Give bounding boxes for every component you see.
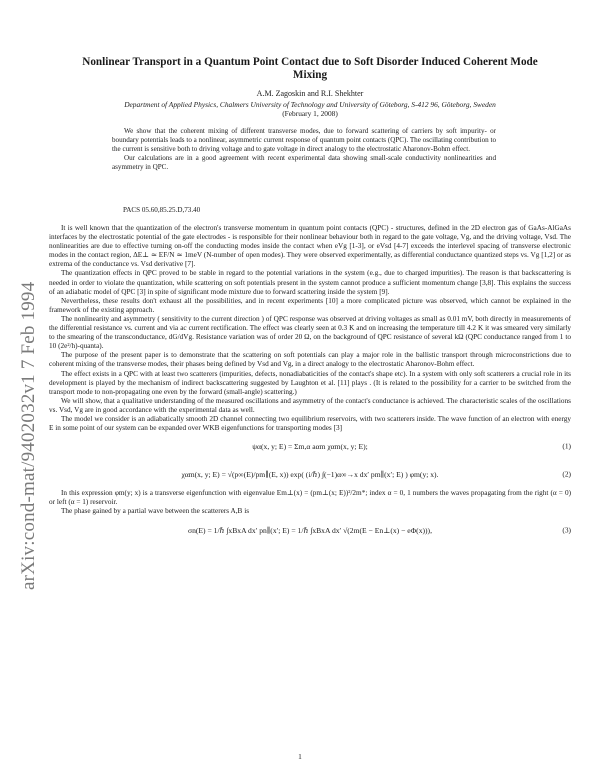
equation-1-number: (1) (562, 441, 571, 451)
equation-3-number: (3) (562, 525, 571, 535)
body-text (49, 224, 571, 544)
body-paragraph: The nonlinearity and asymmetry ( sensitivity to the current direction ) of QPC response was observed at driving voltages as small as 0.01 mV, both directly in measurements of the differential resistance vs. current and via ac current rectification. The effect was clearly seen at 0.3 K and on increasing the temperature till 4.2 K it was smeared very similarly to the smearing of the transconductance, dG/dVg. Resistance variation was of order 20 Ω, on the background of QPC resistance of several kΩ (QPC conductance ranged from 1 to 10 (2e²/h)-quanta). (49, 314, 571, 351)
body-paragraph: The phase gained by a partial wave between the scatterers A,B is (61, 507, 250, 516)
abstract-paragraph: We show that the coherent mixing of different transverse modes, due to forward scattering of carriers by soft impurity- or boundary potentials leads to a nonlinear, asymmetric current response of quantum point contacts (QPC). The oscillating contribution to the current is sensitive both to driving voltage and to gate voltage in direct analogy to the electrostatic Aharonov-Bohm effect. (112, 127, 496, 154)
equation-3-body: σn(E) = 1/ℏ ∫xBxA dx′ pn∥(x′; E) = 1/ℏ ∫xBxA dx′ √(2m(E − En⊥(x) − eΦ(x))), (187, 525, 432, 535)
body-paragraph: In this expression φm(y; x) is a transverse eigenfunction with eigenvalue Em⊥(x) = (pm⊥(x; E))²/2m*; index α = 0, 1 numbers the waves propagating from the right (α = 0) or left (α = 1) reservoir. (49, 489, 571, 507)
body-paragraph: The model we consider is an adiabatically smooth 2D channel connecting two equilibrium reservoirs, with two scatterers inside. The wave function of an electron with energy E in some point of our system can be expanded over WKB eigenfunctions for transporting modes [3] (49, 414, 571, 433)
body-paragraph: The quantization effects in QPC proved to be stable in regard to the potential variations in the system (e.g., due to charged impurities). The reason is that backscattering is needed in order to violate the quantization, while scattering on soft potentials present in the system cannot produce a sufficient momentum change [3,8]. This explains the success of an adiabatic model of QPC [3] in spite of significant mode mixture due to forward scattering inside the system [9]. (49, 269, 571, 296)
body-paragraph: Nevertheless, these results don't exhaust all the possibilities, and in recent experiments [10] a more complicated picture was observed, which cannot be explained in the framework of the existing approach. (49, 296, 571, 314)
equation-2-body: χαm(x, y; E) = √(p∞(E)/pm∥(E, x)) exp( (i/ℏ) ∫(−1)α∞→x dx′ pm∥(x′; E) ) φm(y; x). (181, 469, 439, 479)
date: (February 1, 2008) (282, 109, 338, 118)
arxiv-stamp: arXiv:cond-mat/9402032v1 7 Feb 1994 (18, 281, 39, 590)
page-number: 1 (298, 752, 302, 761)
equation-1-body: ψα(x, y; E) = Σm,α aαm χαm(x, y; E); (252, 441, 368, 451)
body-paragraph: The purpose of the present paper is to demonstrate that the scattering on soft potentials can play a major role in the ballistic transport through microconstrictions due to coherent mixing of the transverse modes, their phases being defined by Vsd and Vg, in a direct analogy to the electrostatic Aharonov-Bohm effect. (49, 351, 571, 369)
body-paragraph: It is well known that the quantization of the electron's transverse momentum in quantum point contacts (QPC) - structures, defined in the 2D electron gas of GaAs-AlGaAs interfaces by the electrostatic potential of the gate electrodes - is responsible for their nonlinear behaviour both in regard to the gate voltage, Vg, and the driving voltage, Vsd. The nonlinearities are due to effective turning on-off the conducting modes inside the contact when eVg [1-3], or eVsd [4-7] exceeds the interlevel spacing of transverse electronic modes in the contact region, ΔE⊥ ≃ EF/N ≃ 1meV (N-number of open modes). They were observed experimentally, as differential conductance quantized steps vs. Vg [1,2] or as extrema of the conductance vs. Vsd derivative [7]. (49, 224, 571, 269)
equation-1 (49, 433, 571, 459)
paper-title: Nonlinear Transport in a Quantum Point Contact due to Soft Disorder Induced Coherent Mode Mixing (82, 56, 538, 81)
pacs-codes: PACS 05.60,85.25.D,73.40 (123, 206, 201, 214)
abstract-paragraph: Our calculations are in a good agreement with recent experimental data showing small-scale conductivity nonlinearities and asymmetry in QPC. (112, 154, 496, 172)
body-paragraph: The effect exists in a QPC with at least two scatterers (impurities, defects, nonadiabaticities of the contact's shape etc). In a system with only soft scatterers a crucial role in its development is played by the mechanism of indirect backscattering suggested by Laughton et al. [11] plays . (It is related to the possibility for a carrier to be switched from the transport mode to non-propagating one even by the forward (small-angle) scattering.) (49, 369, 571, 396)
equation-2 (49, 459, 571, 489)
equation-2-number: (2) (562, 469, 571, 479)
authors: A.M. Zagoskin and R.I. Shekhter (256, 89, 364, 98)
affiliation: Department of Applied Physics, Chalmers University of Technology and University of Göteborg, S-412 96, Göteborg, Sweden (124, 100, 496, 109)
body-paragraph: We will show, that a qualitative understanding of the measured oscillations and asymmetry of the contact's conductance is achieved. The characteristic scales of the oscillations vs. Vsd, Vg are in good accordance with the experimental data as well. (49, 396, 571, 414)
equation-3 (49, 516, 571, 544)
abstract (112, 127, 496, 172)
